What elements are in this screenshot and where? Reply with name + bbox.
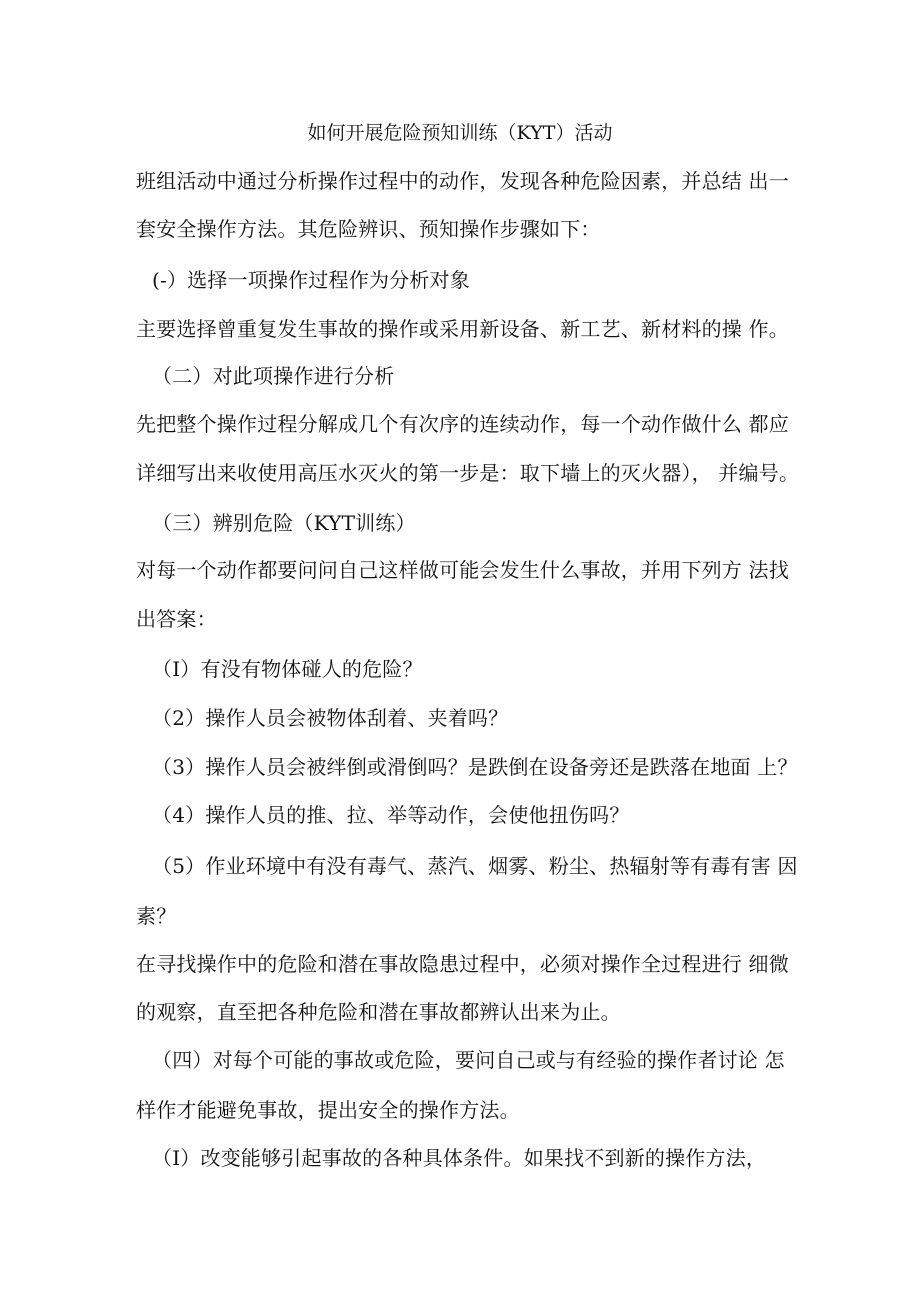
list-item: （I）有没有物体碰人的危险？ — [152, 657, 423, 681]
list-item: （2）操作人员会被物体刮着、夹着吗？ — [152, 706, 509, 730]
paragraph-line: 在寻找操作中的危险和潜在事故隐患过程中，必须对操作全过程进行 细微 — [136, 952, 789, 976]
paragraph-line: 先把整个操作过程分解成几个有次序的连续动作，每一个动作做什么 都应 — [136, 412, 789, 436]
list-item: （4）操作人员的推、拉、举等动作，会使他扭伤吗？ — [152, 803, 630, 827]
document-title: 如何开展危险预知训练（KYT）活动 — [307, 122, 613, 144]
paragraph-line: 对每一个动作都要问问自己这样做可能会发生什么事故，并用下列方 法找 — [136, 558, 789, 582]
section-heading: （三）辨别危险（KYT训练） — [152, 511, 416, 535]
section-heading: (-）选择一项操作过程作为分析对象 — [152, 268, 470, 292]
list-item: （3）操作人员会被绊倒或滑倒吗？是跌倒在设备旁还是跌落在地面 上？ — [152, 755, 798, 779]
list-item: （I）改变能够引起事故的各种具体条件。如果找不到新的操作方法， — [152, 1146, 767, 1170]
list-item-continuation: 素？ — [136, 904, 177, 928]
section-heading: （四）对每个可能的事故或危险，要问自己或与有经验的操作者讨论 怎 — [152, 1048, 785, 1072]
paragraph-line: 详细写出来收使用高压水灭火的第一步是：取下墙上的灭火器）， 并编号。 — [136, 461, 800, 485]
paragraph-line: 样作才能避免事故，提出安全的操作方法。 — [136, 1098, 520, 1122]
list-item: （5）作业环境中有没有毒气、蒸汽、烟雾、粉尘、热辐射等有毒有害 因 — [152, 854, 798, 878]
paragraph-line: 主要选择曾重复发生事故的操作或采用新设备、新工艺、新材料的操 作。 — [136, 317, 789, 341]
paragraph-line: 班组活动中通过分析操作过程中的动作，发现各种危险因素，并总结 出一 — [136, 169, 789, 193]
paragraph-line: 的观察，直至把各种危险和潜在事故都辨认出来为止。 — [136, 1000, 621, 1024]
paragraph-line: 套安全操作方法。其危险辨识、预知操作步骤如下： — [136, 217, 601, 241]
paragraph-line: 出答案： — [136, 607, 217, 631]
section-heading: （二）对此项操作进行分析 — [152, 364, 395, 388]
